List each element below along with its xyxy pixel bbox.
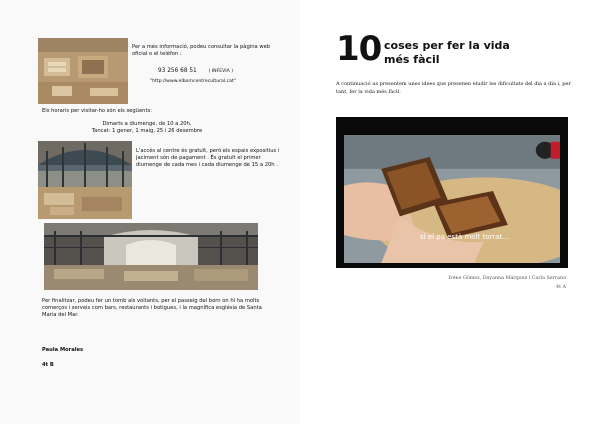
class-label: 4t B <box>42 362 54 368</box>
closing-text: Per finalitzar, podeu fer un tomb als voltants, per el passeig del born on hi ha molts comerços i serveis com bars, restaurants i botigues, i la magnífica església de Santa Maria del Mar. <box>42 298 262 319</box>
phone-suffix: ( INFEVIA ) <box>208 69 234 74</box>
toast-scene <box>344 135 560 263</box>
access-text: L'accés al centre és gratuït, però els espais expositius i jaciment són de pagament . És gratuït el primer diumenge de cada mes i cada diumenge de 15 a 20h . <box>136 148 280 169</box>
credit-names: Irene Gómez, Dayanna Márquez i Carla Serrano <box>448 276 566 281</box>
video-caption: si el pa està molt torrat... <box>420 233 509 241</box>
ruins-photo <box>38 38 128 104</box>
hours-open: Dimarts a diumenge, de 10 a 20h. <box>102 121 192 127</box>
intro-text: A continuació us presentem unes idees que presenen eludir les dificultats del dia a dia i, per tant, fer la vida més fàcil. <box>336 81 571 95</box>
info-text: Per a més informació, podeu consultar la pàgina web oficial o el telèfon : <box>132 44 271 58</box>
credit-class: 4t A <box>556 285 566 290</box>
website-link[interactable]: "http://www.elborncentrecultural.cat" <box>150 79 236 84</box>
hours-intro: Els horaris per visitar-ho són els següents: <box>42 108 152 114</box>
hours-closed: Tancat: 1 gener, 1 maig, 25 i 26 desembre <box>91 128 203 134</box>
article-number: 10 <box>336 29 382 69</box>
article-title <box>384 39 510 67</box>
phone-number <box>158 68 233 75</box>
author-name: Paula Morales <box>42 347 84 353</box>
video-frame[interactable] <box>336 117 568 268</box>
market-interior-photo <box>44 223 258 290</box>
title-line-2: més fàcil <box>384 53 440 66</box>
phone-value: 93 256 68 51 <box>158 68 197 74</box>
market-hall-photo <box>38 141 132 219</box>
title-line-1: coses per fer la vida <box>384 39 510 52</box>
